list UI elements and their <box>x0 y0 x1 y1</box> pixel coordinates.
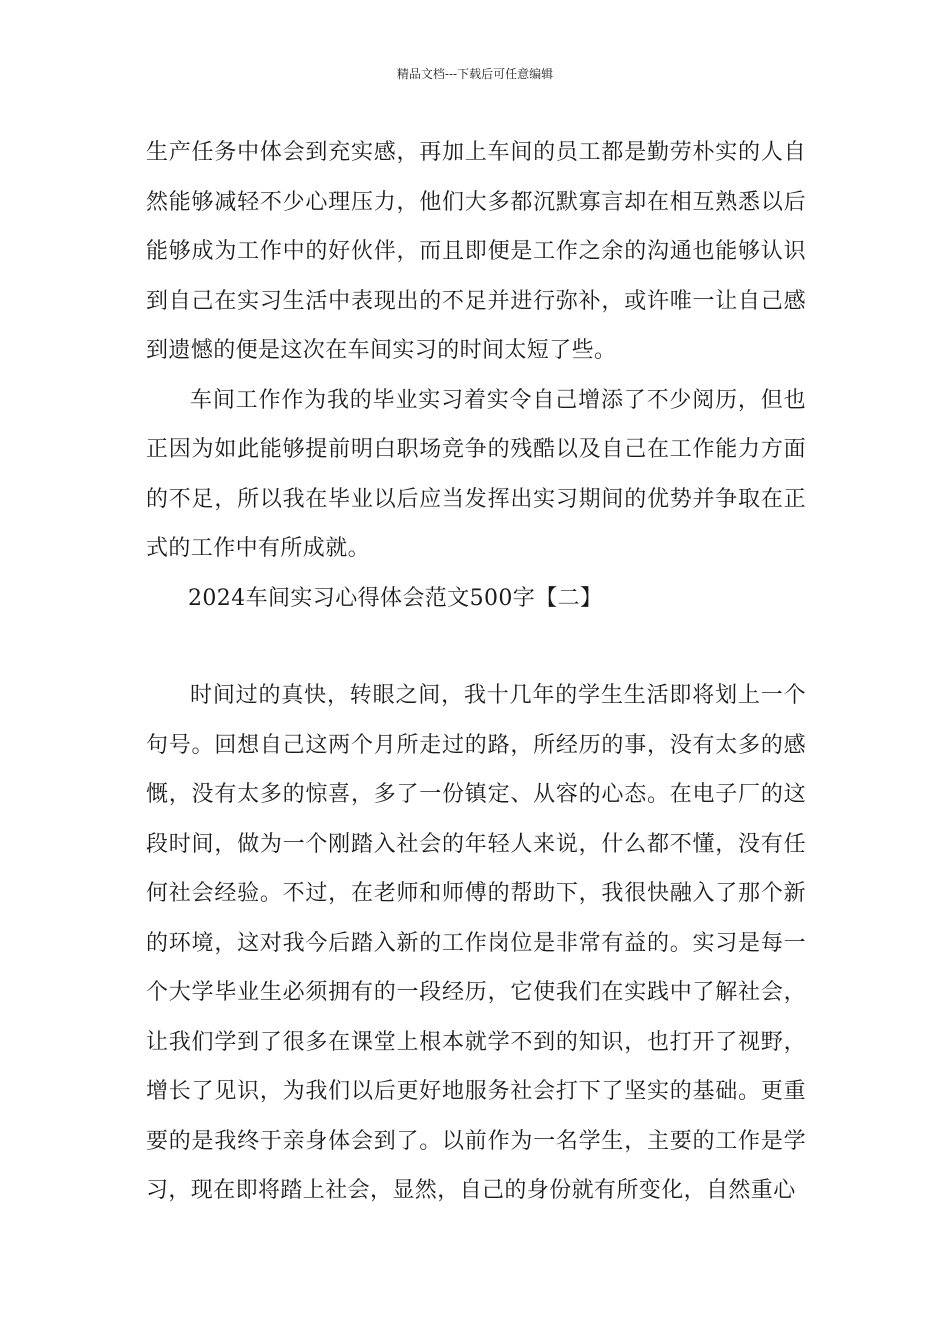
page-header: 精品文档---下载后可任意编辑 <box>396 67 554 81</box>
paragraph-continuation: 生产任务中体会到充实感，再加上车间的员工都是勤劳朴实的人自然能够减轻不少心理压力，他们大多都沉默寡言却在相互熟悉以后能够成为工作中的好伙伴，而且即便是工作之余的沟通也能够认识到自己在实习生活中表现出的不足并进行弥补，或许唯一让自己感到遗憾的便是这次在车间实习的时间太短了些。 <box>146 140 806 363</box>
paragraph-workshop-summary: 车间工作作为我的毕业实习着实令自己增添了不少阅历，但也正因为如此能够提前明白职场竞争的残酷以及自己在工作能力方面的不足，所以我在毕业以后应当发挥出实习期间的优势并争取在正式的工作中有所成就。 <box>146 387 806 561</box>
document-body <box>146 128 806 1216</box>
paragraph-essay-two: 时间过的真快，转眼之间，我十几年的学生生活即将划上一个句号。回想自己这两个月所走过的路，所经历的事，没有太多的感慨，没有太多的惊喜，多了一份镇定、从容的心态。在电子厂的这段时间，做为一个刚踏入社会的年轻人来说，什么都不懂，没有任何社会经验。不过，在老师和师傅的帮助下，我很快融入了那个新的环境，这对我今后踏入新的工作岗位是非常有益的。实习是每一个大学毕业生必须拥有的一段经历，它使我们在实践中了解社会，让我们学到了很多在课堂上根本就学不到的知识，也打开了视野，增长了见识，为我们以后更好地服务社会打下了坚实的基础。更重要的是我终于亲身体会到了。以前作为一名学生，主要的工作是学习，现在即将踏上社会，显然，自己的身份就有所变化，自然重心 <box>146 683 806 1203</box>
section-subtitle: 2024车间实习心得体会范文500字【二】 <box>188 585 603 611</box>
